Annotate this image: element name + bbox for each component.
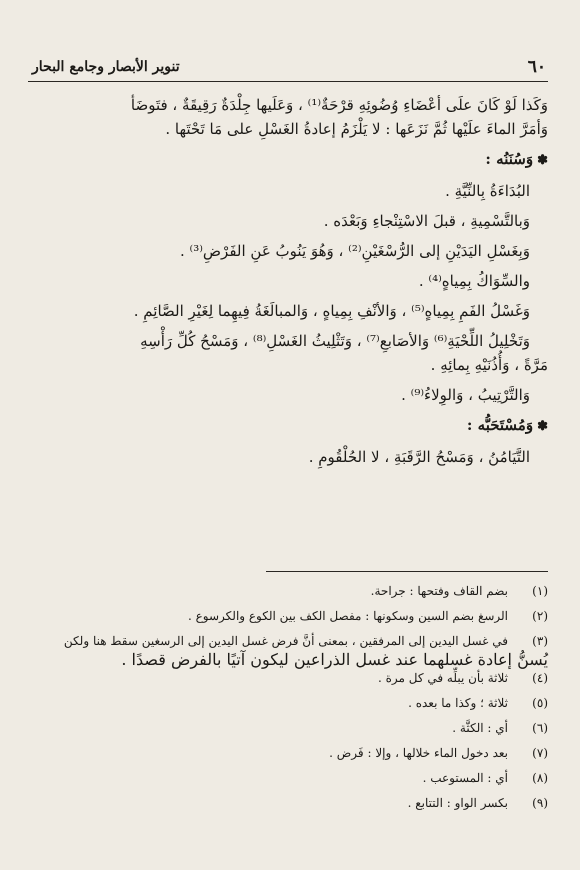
footnote-text: ثلاثة ؛ وكذا ما بعده . <box>408 696 508 710</box>
asterisk-icon: ✽ <box>537 419 548 434</box>
text-line: مَرَّةً ، وَأُذُنَيْهِ بِمائِهِ . <box>430 356 548 374</box>
footnote-text: في غسل اليدين إلى المرفقين ، بمعنى أنَّ فرض غسل اليدين إلى الرسغين سقط هنا ولكن <box>63 634 508 648</box>
footnote <box>34 632 548 650</box>
main-text <box>34 94 548 476</box>
text-line: وَأمَرَّ الماءَ علَيْها ثُمَّ نَزَعَها : لا يَلْزَمُ إعادةُ الغَسْلِ على مَا تَحْتَها . <box>165 120 548 138</box>
text-line: وَكَذا لَوْ كَانَ علَى أعْضَاءِ وُضُوئِهِ قرْحَةٌ⁽¹⁾ ، وَعَلَيها جِلْدَةٌ رَقِيقَةٌ ، فتَوضَأ <box>130 96 548 114</box>
footnote-number: (٤) <box>532 671 548 685</box>
footnote <box>34 719 548 737</box>
footnote-text: أي : المستوعب . <box>422 771 508 785</box>
footnote <box>34 744 548 762</box>
heading-text: وَمُسْتَحَبُّه : <box>466 416 534 434</box>
footnotes <box>34 582 548 819</box>
mustahab-heading <box>34 414 548 438</box>
footnote <box>34 607 548 625</box>
text-line: وَالتَّرْتِيبُ ، وَالوِلاءُ⁽⁹⁾ . <box>401 386 530 404</box>
text-line: البُدَاءَةُ بِالنِّيَّةِ . <box>445 182 530 200</box>
sunan-heading <box>34 148 548 172</box>
asterisk-icon: ✽ <box>537 153 548 168</box>
footnote-continuation: يُسنُّ إعادة غسلهما عند غسل الذراعين ليكون آتيًا بالفرض قصدًا . <box>121 650 548 669</box>
footnote-number: (٣) <box>532 634 548 648</box>
book-title: تنوير الأبصار وجامع البحار <box>32 59 180 75</box>
text-line: وَتَخْلِيلُ اللِّحْيَةِ⁽⁶⁾ وَالأصَابعِ⁽⁷⁾ ، وَتَثْلِيثُ الغَسْلِ⁽⁸⁾ ، وَمَسْحُ كُلِّ رَأْسِهِ <box>140 332 530 350</box>
footnote <box>34 582 548 600</box>
footnote-number: (١) <box>532 584 548 598</box>
footnote <box>34 669 548 687</box>
text-line: وَبِغَسْلِ اليَدَيْنِ إلى الرُّسْغَيْنِ⁽²⁾ ، وَهُوَ يَنُوبُ عَنِ الفَرْضِ⁽³⁾ . <box>179 242 530 260</box>
footnote-number: (٩) <box>532 796 548 810</box>
footnote-text: ثلاثة بأن يبلِّه في كل مرة . <box>377 671 508 685</box>
footnote-number: (٨) <box>532 771 548 785</box>
footnote <box>34 694 548 712</box>
footnote-text: بضم القاف وفتحها : جراحة. <box>370 584 508 598</box>
footnote-number: (٥) <box>532 696 548 710</box>
footnote-separator <box>266 571 548 572</box>
text-line: وَغَسْلُ الفَمِ بِمِياهٍ⁽⁵⁾ ، وَالأنْفِ بِمِياهٍ ، وَالمبالَغَةُ فِيهِما لِغَيْرِ الصَّائِمِ . <box>133 302 530 320</box>
footnote-number: (٦) <box>532 721 548 735</box>
footnote-text: بكسر الواو : التتابع . <box>407 796 508 810</box>
page-header <box>28 55 548 82</box>
page-number: ٦٠ <box>527 57 546 77</box>
footnote-text: الرسغ بضم السين وسكونها : مفصل الكف بين الكوع والكرسوع . <box>188 609 508 623</box>
footnote-text: أي : الكثَّة . <box>452 721 508 735</box>
footnote-number: (٢) <box>532 609 548 623</box>
text-line: والسِّوَاكُ بِمِياهٍ⁽⁴⁾ . <box>418 272 530 290</box>
heading-text: وَسُنَنُه : <box>485 150 534 168</box>
text-line: وَبالتَّسْمِيةِ ، قبلَ الاسْتِنْجاءِ وَبَعْدَه . <box>323 212 530 230</box>
footnote-text: بعد دخول الماء خلالها ، وإلا : فَرض . <box>329 746 508 760</box>
footnote <box>34 794 548 812</box>
text-line: التَّيَامُنُ ، وَمَسْحُ الرَّقَبَةِ ، لا الحُلْقُومِ . <box>308 448 530 466</box>
footnote-number: (٧) <box>532 746 548 760</box>
footnote <box>34 769 548 787</box>
